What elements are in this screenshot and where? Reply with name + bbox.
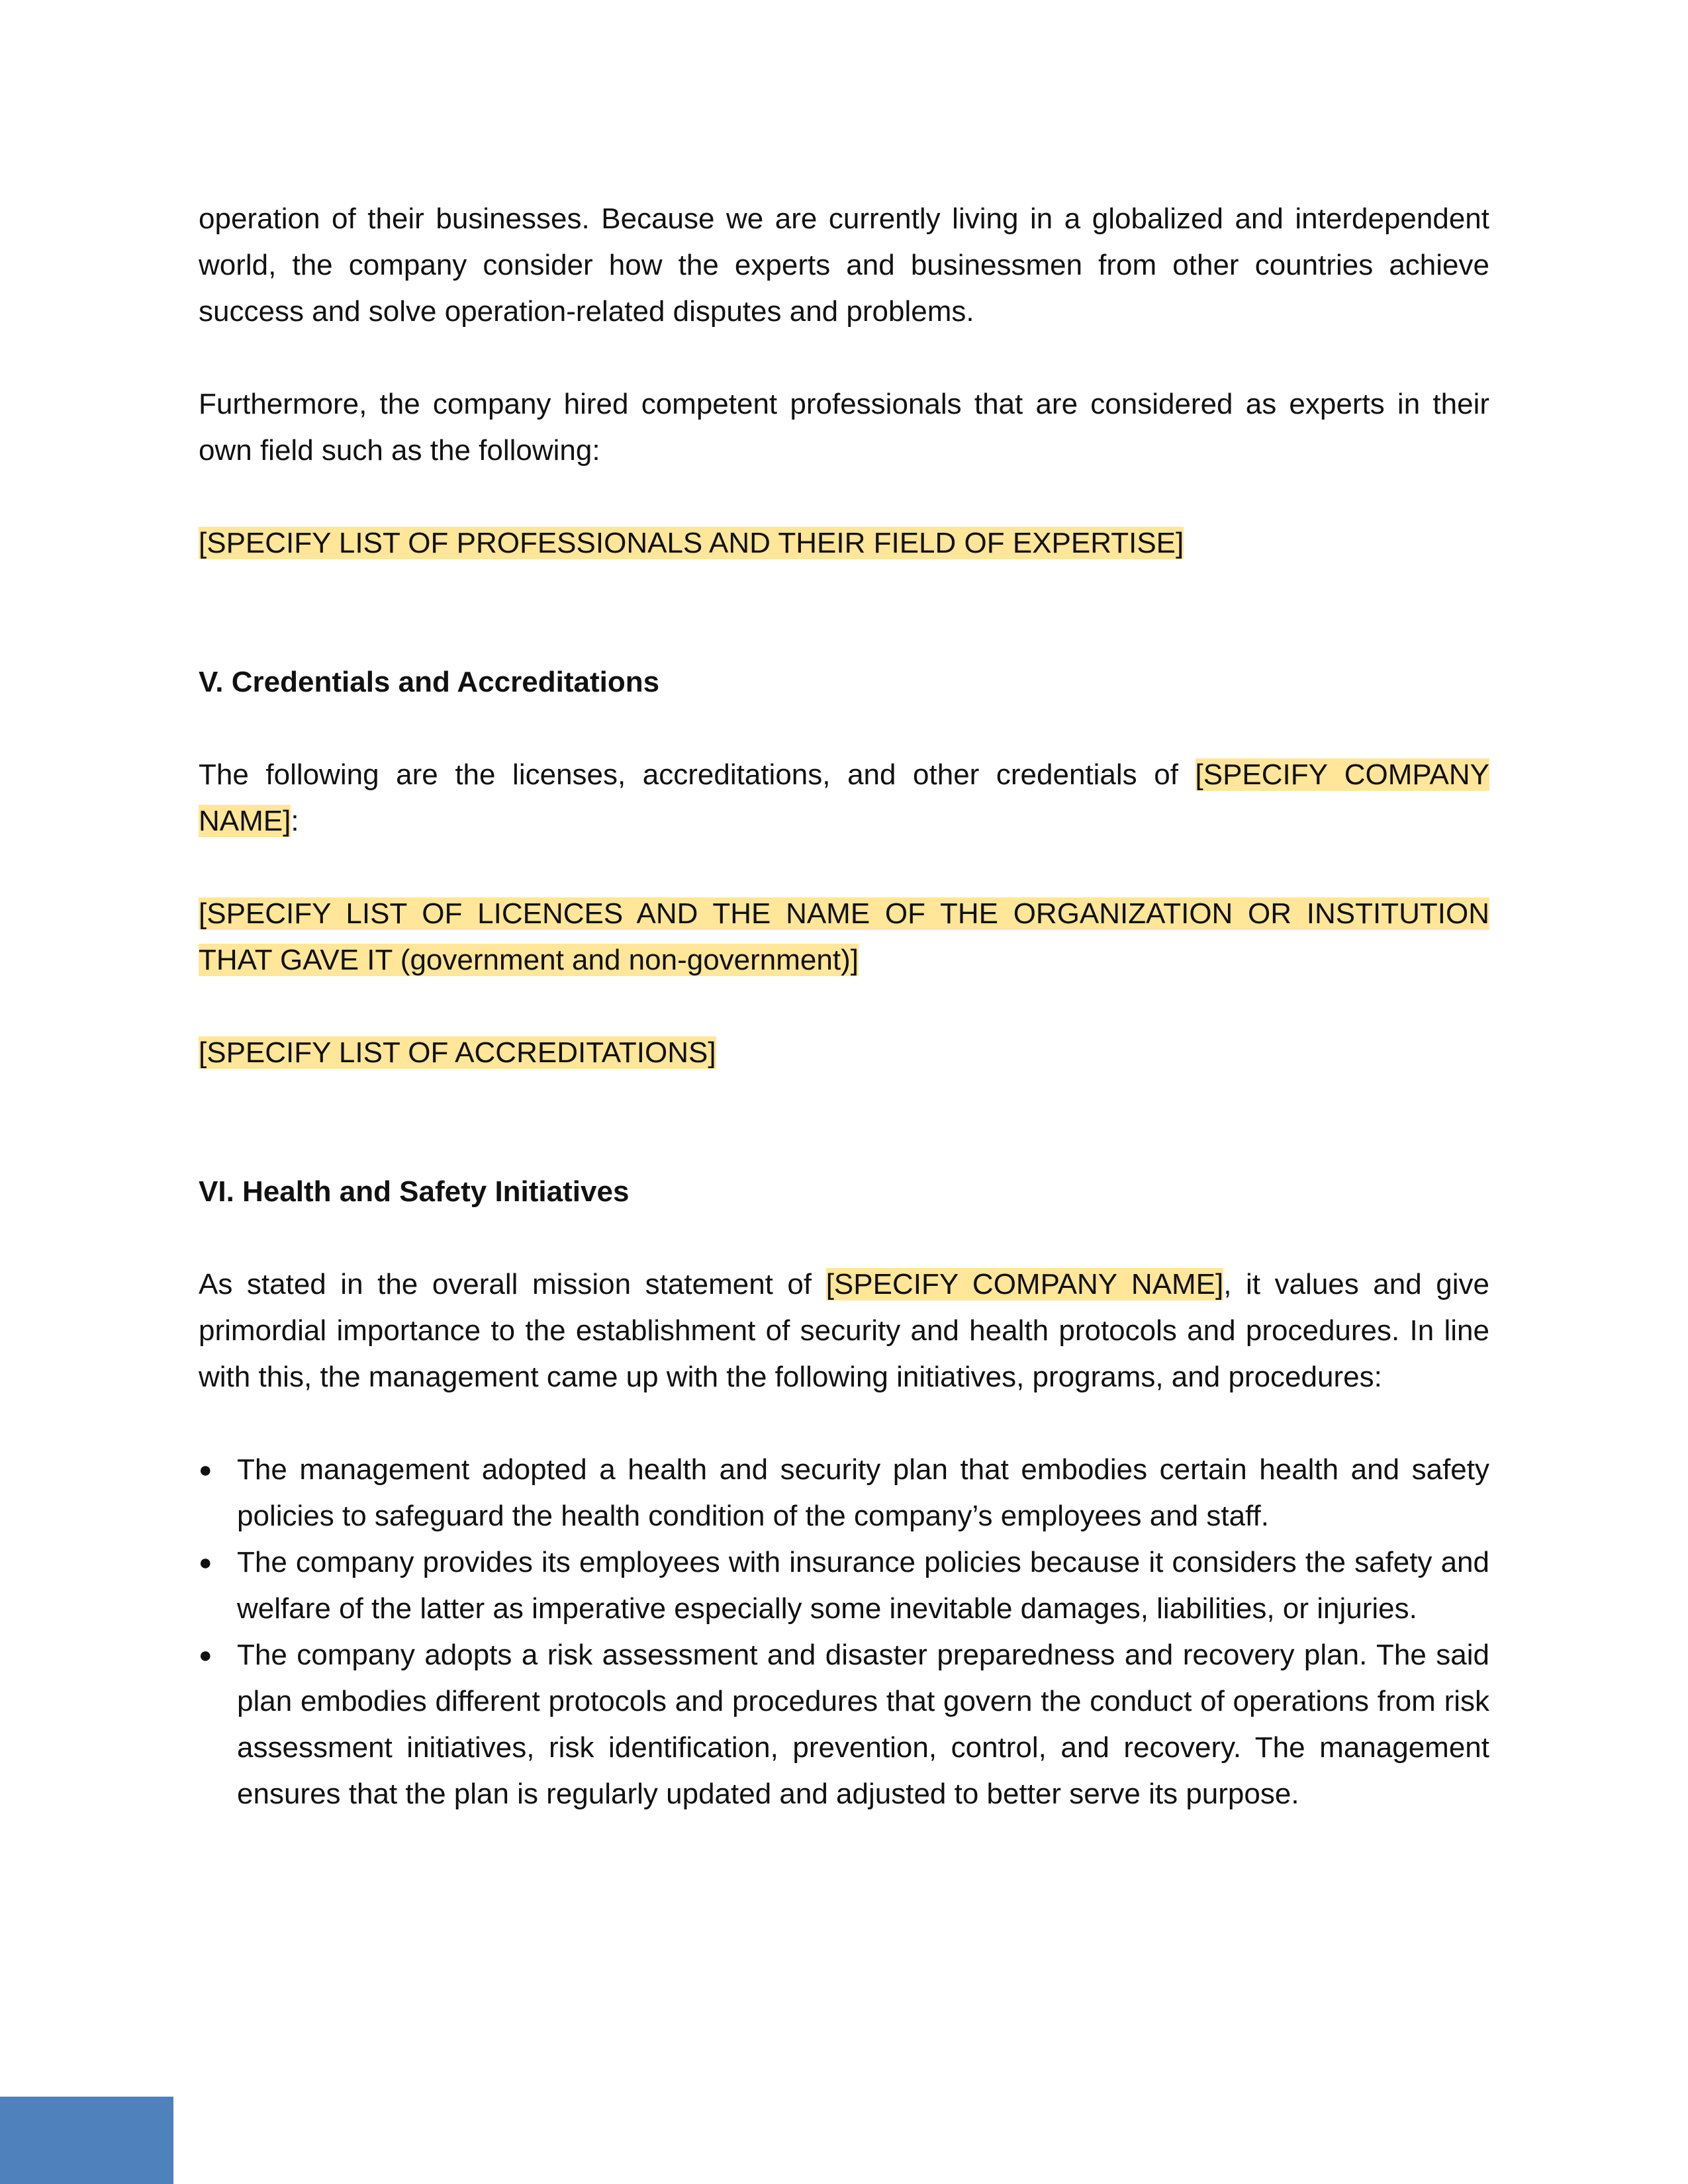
health-safety-paragraph (199, 1261, 1489, 1400)
accreditations-placeholder-paragraph (199, 1030, 1489, 1076)
list-item-text: The management adopted a health and security plan that embodies certain health and safety policies to safeguard the health condition of the company’s employees and staff. (237, 1453, 1489, 1532)
section-heading-credentials: V. Credentials and Accreditations (199, 666, 660, 698)
bullet-icon: ● (199, 1643, 212, 1668)
health-safety-text: As stated in the overall mission statement of (199, 1268, 826, 1300)
intro-paragraph: operation of their businesses. Because we are currently living in a globalized and interdependent world, the company consider how the experts and businessmen from other countries achieve success and solve operation-related disputes and problems. (199, 203, 1489, 328)
initiatives-list (199, 1447, 1489, 1817)
list-item (199, 1447, 1489, 1539)
health-safety-text-end: , it values and give primordial importance to the establishment of security and health protocols and procedures. In line with this, the management came up with the following initiatives, programs, and procedures: (199, 1268, 1489, 1393)
footer-accent-block (0, 2097, 173, 2184)
bullet-icon: ● (199, 1457, 212, 1482)
bullet-icon: ● (199, 1550, 212, 1575)
professionals-placeholder-paragraph (199, 520, 1489, 567)
credentials-text: The following are the licenses, accreditations, and other credentials of (199, 758, 1196, 791)
licences-placeholder: [SPECIFY LIST OF LICENCES AND THE NAME OF THE ORGANIZATION OR INSTITUTION THAT GAVE IT (government and non-government)] (199, 897, 1489, 976)
section-heading-health-safety: VI. Health and Safety Initiatives (199, 1175, 630, 1208)
licences-placeholder-paragraph (199, 891, 1489, 983)
credentials-paragraph (199, 752, 1489, 844)
list-item-text: The company provides its employees with insurance policies because it considers the safety and welfare of the latter as imperative especially some inevitable damages, liabilities, or injuries. (237, 1546, 1489, 1625)
list-item (199, 1632, 1489, 1817)
professionals-paragraph: Furthermore, the company hired competent professionals that are considered as experts in their own field such as the following: (199, 388, 1489, 467)
list-item (199, 1539, 1489, 1632)
document-body (199, 196, 1489, 1817)
accreditations-placeholder: [SPECIFY LIST OF ACCREDITATIONS] (199, 1036, 716, 1069)
company-name-placeholder: [SPECIFY COMPANY NAME] (199, 758, 1489, 837)
credentials-text-end: : (291, 805, 299, 837)
company-name-placeholder: [SPECIFY COMPANY NAME] (825, 1268, 1224, 1300)
professionals-placeholder: [SPECIFY LIST OF PROFESSIONALS AND THEIR FIELD OF EXPERTISE] (199, 527, 1184, 559)
list-item-text: The company adopts a risk assessment and disaster preparedness and recovery plan. The said plan embodies different protocols and procedures that govern the conduct of operations from risk assessment initiatives, risk identification, prevention, control, and recovery. The management ensures that the plan is regularly updated and adjusted to better serve its purpose. (237, 1639, 1489, 1810)
